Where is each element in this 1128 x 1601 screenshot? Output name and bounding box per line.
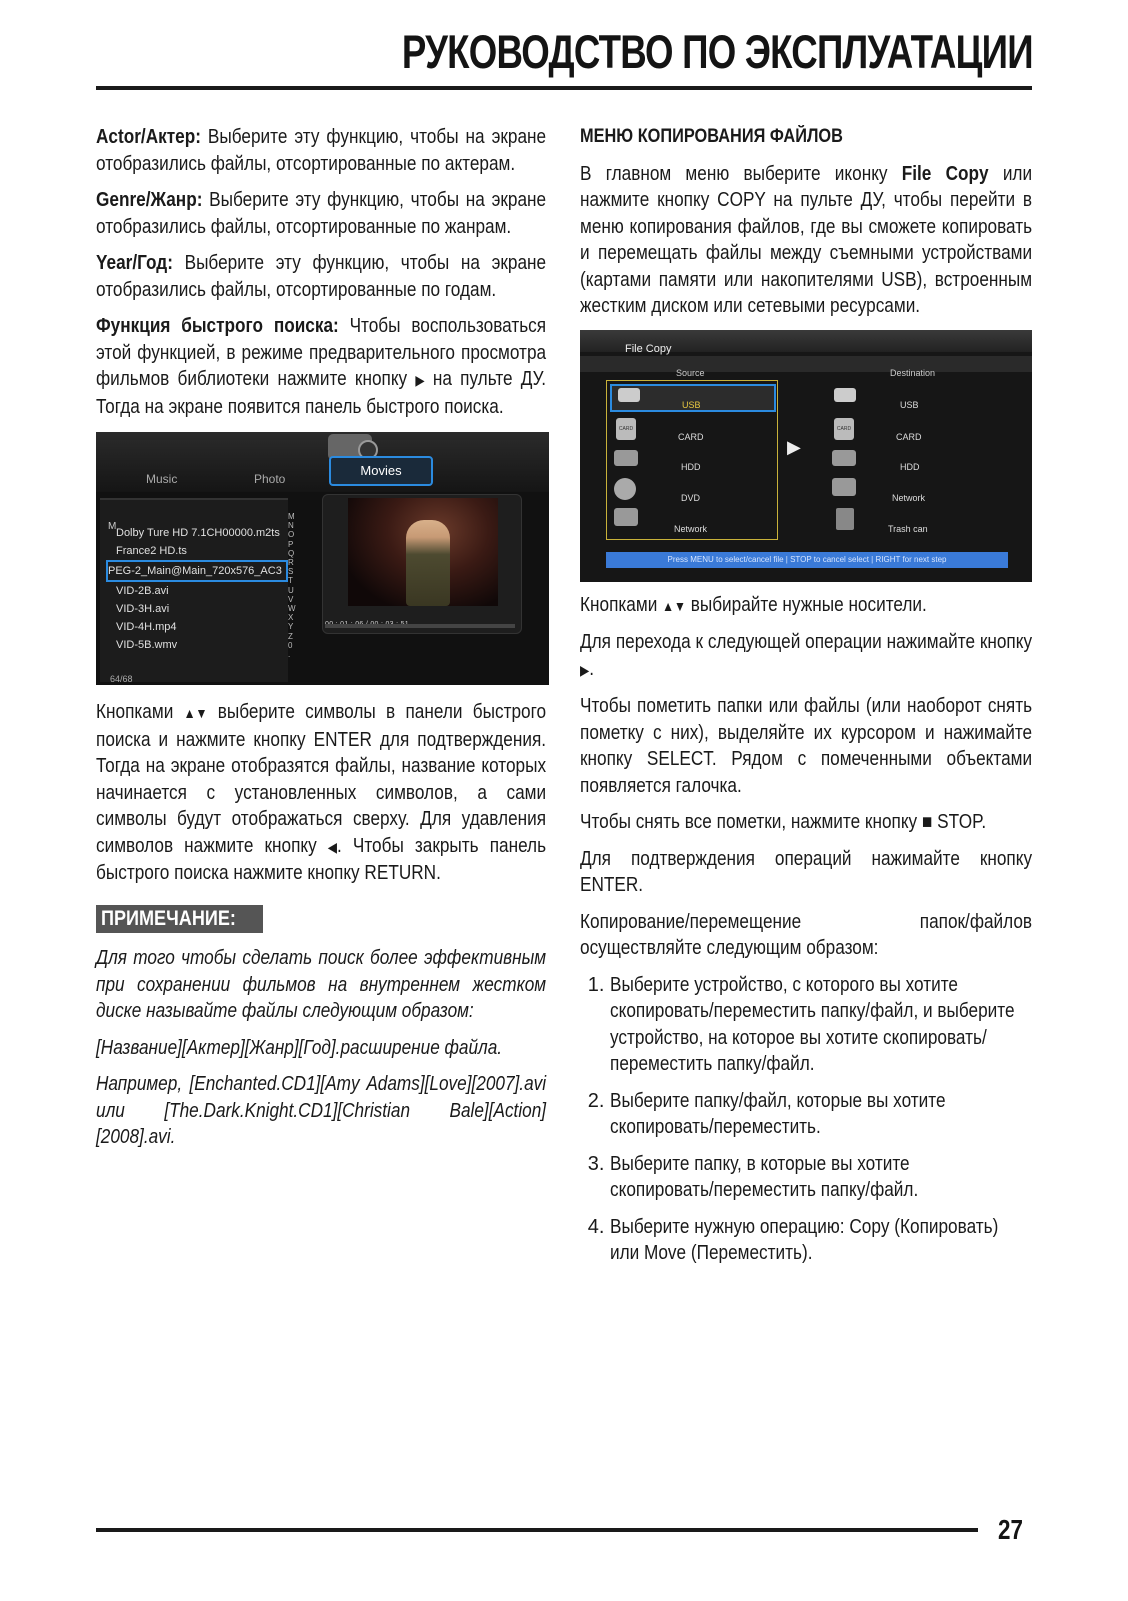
alphabet-letter: N (288, 521, 294, 531)
column-header-bar (580, 356, 1032, 372)
genre-term: Genre/Жанр: (96, 189, 203, 211)
buttons-text-a: Кнопками (96, 701, 184, 723)
note-paragraph-3: Например, [Enchanted.CD1][Amy Adams][Love][2007].avi или [The.Dark.Knight.CD1][Christian Bale][Action][2008].avi. (96, 1073, 547, 1148)
playback-progress (325, 624, 515, 628)
quick-search-text-a: Чтобы воспользоваться этой функцией, в режиме предварительного просмотра фильмов библиотеки нажмите кнопку (96, 315, 547, 390)
buttons-text-c: . Чтобы закрыть панель быстрого поиска нажмите кнопку RETURN. (96, 834, 547, 884)
alphabet-letter: Y (288, 622, 294, 632)
tab-movies: Movies (329, 456, 433, 486)
file-item: VID-4H.mp4 (116, 621, 177, 633)
file-item: VID-5B.wmv (116, 639, 178, 651)
unmark-paragraph (580, 809, 1032, 836)
alphabet-letter: 0 (288, 640, 293, 650)
intro-text-a: В главном меню выберите иконку (580, 162, 902, 185)
dest-usb-icon (834, 388, 856, 402)
file-item: France2 HD.ts (116, 545, 187, 557)
file-item: VID-3H.avi (116, 603, 170, 615)
source-header: Source (676, 367, 705, 378)
year-term: Year/Год: (96, 252, 173, 274)
dest-hdd-icon (832, 450, 856, 466)
quick-search-term: Функция быстрого поиска: (96, 315, 339, 337)
page-number: 27 (998, 1514, 1023, 1545)
right-column (580, 124, 1032, 1277)
dest-item-usb: USB (900, 399, 919, 410)
procedure-step: 1. Выберите устройство, с которого вы хотите скопировать/переместить папку/файл, и выберите устройство, на которое вы хотите скопировать/переместить папку/файл. (610, 972, 1032, 1078)
footer-rule (96, 1528, 978, 1532)
procedure-intro-paragraph: Копирование/перемещение папок/файлов осуществляйте следующим образом: (580, 910, 1033, 959)
note-label: ПРИМЕЧАНИЕ: (96, 905, 263, 934)
next-step-paragraph (580, 629, 1032, 683)
alphabet-letter: R (288, 558, 294, 568)
dest-item-hdd: HDD (900, 461, 920, 472)
procedure-steps (580, 972, 1032, 1267)
p4-text-a: Чтобы снять все пометки, нажмите кнопку (580, 811, 922, 833)
search-letter: M (108, 521, 117, 532)
actor-paragraph (96, 124, 546, 177)
dest-card-icon: CARD (834, 418, 854, 440)
dest-item-network: Network (892, 492, 926, 503)
alphabet-letter: W (288, 604, 296, 614)
card-icon: CARD (616, 418, 636, 440)
genre-paragraph (96, 187, 546, 240)
hdd-icon (614, 450, 638, 466)
stop-icon: ■ (921, 811, 933, 833)
confirm-paragraph: Для подтверждения операций нажимайте кнопку ENTER. (580, 847, 1033, 896)
singer-figure (406, 520, 450, 606)
next-arrow-icon: ▶ (787, 436, 801, 457)
file-count: 64/68 (110, 674, 133, 684)
source-item-usb: USB (682, 399, 701, 410)
source-item-network: Network (674, 523, 708, 534)
source-item-hdd: HDD (681, 461, 701, 472)
usb-icon (618, 388, 640, 402)
year-paragraph (96, 250, 546, 303)
tab-music: Music (146, 472, 178, 486)
procedure-step: 3. Выберите папку, в которые вы хотите скопировать/переместить папку/файл. (610, 1151, 1032, 1204)
alphabet-letter: V (288, 594, 294, 604)
alphabet-letter: U (288, 585, 294, 595)
right-arrow-icon: ▶ (580, 661, 590, 678)
quick-search-buttons-paragraph (96, 699, 546, 887)
file-item: Dolby Ture HD 7.1CH00000.m2ts (116, 527, 280, 539)
actor-text: Выберите эту функцию, чтобы на экране отобразились файлы, отсортированные по актерам. (96, 126, 547, 175)
title-rule (96, 86, 1032, 90)
alphabet-letter: Q (288, 548, 295, 558)
left-column (96, 124, 546, 1161)
help-bar: Press MENU to select/cancel file | STOP to cancel select | RIGHT for next step (606, 552, 1008, 568)
file-copy-screenshot (580, 330, 1032, 582)
alphabet-panel (288, 512, 296, 659)
file-item-selected: PEG-2_Main@Main_720x576_AC3 (106, 560, 288, 582)
intro-paragraph (580, 161, 1032, 320)
intro-bold: File Copy (901, 162, 989, 185)
quick-search-text-b: на пульте ДУ. Тогда на экране появится панель быстрого поиска. (96, 368, 547, 418)
dvd-icon (614, 478, 636, 500)
dest-item-card: CARD (896, 431, 922, 442)
actor-term: Actor/Актер: (96, 126, 201, 148)
source-item-card: CARD (678, 431, 704, 442)
section-title: МЕНЮ КОПИРОВАНИЯ ФАЙЛОВ (580, 126, 843, 147)
alphabet-letter: S (288, 567, 294, 577)
buttons-text-b: выберите символы в панели быстрого поиска и нажмите кнопку ENTER для подтверждения. Тогда на экране отобразятся файлы, название которых начинается с установленных символов, а сами символы будут отображаться сверху. Для удавления символов нажмите кнопку (96, 701, 547, 857)
file-item: VID-2B.avi (116, 585, 169, 597)
alphabet-letter: P (288, 539, 294, 549)
mark-files-paragraph: Чтобы пометить папки или файлы (или наоборот снять пометку с них), выделяйте их курсором и нажимайте кнопку SELECT. Рядом с помеченными объектами появляется галочка. (580, 695, 1033, 797)
right-arrow-icon: ▶ (415, 372, 425, 388)
alphabet-letter: O (288, 530, 295, 540)
destination-header: Destination (890, 367, 936, 378)
p2-text-a: Для перехода к следующей операции нажимайте кнопку (580, 631, 1033, 653)
alphabet-letter: . (288, 650, 291, 660)
procedure-step: 4. Выберите нужную операцию: Copy (Копировать) или Move (Переместить). (610, 1214, 1032, 1267)
note-paragraph-1: Для того чтобы сделать поиск более эффективным при сохранении фильмов на внутреннем жестком диске называйте файлы следующим образом: (96, 947, 547, 1022)
p1-text-a: Кнопками (580, 593, 663, 616)
genre-text: Выберите эту функцию, чтобы на экране отобразились файлы, отсортированные по жанрам. (96, 189, 547, 238)
alphabet-letter: X (288, 613, 294, 623)
source-item-dvd: DVD (681, 492, 701, 503)
media-library-screenshot (96, 432, 549, 685)
page-title: РУКОВОДСТВО ПО ЭКСПЛУАТАЦИИ (402, 25, 1033, 78)
dest-network-icon (832, 478, 856, 496)
p4-text-b: STOP. (932, 811, 987, 833)
quick-search-paragraph (96, 313, 546, 420)
p1-text-b: выбирайте нужные носители. (685, 593, 927, 616)
file-list (108, 524, 288, 654)
network-icon (614, 508, 638, 526)
p2-text-b: . (589, 657, 595, 680)
alphabet-letter: Z (288, 631, 293, 641)
trash-icon (836, 508, 854, 530)
intro-text-b: или нажмите кнопку COPY на пульте ДУ, чтобы перейти в меню копирования файлов, где вы сможете копировать и перемещать файлы между съемными устройствами (картами памяти или накопителями USB), встроенным жестким диском или сетевыми ресурсами. (580, 162, 1033, 317)
up-down-arrows-icon: ▲▼ (183, 705, 208, 721)
procedure-step: 2. Выберите папку/файл, которые вы хотите скопировать/переместить. (610, 1088, 1032, 1141)
alphabet-letter: T (288, 576, 293, 586)
year-text: Выберите эту функцию, чтобы на экране отобразились файлы, отсортированные по годам. (96, 252, 547, 301)
dest-item-trash: Trash can (888, 523, 928, 534)
select-media-paragraph (580, 592, 1032, 620)
alphabet-letter: M (288, 512, 295, 521)
file-copy-title: File Copy (625, 342, 672, 355)
tab-photo: Photo (254, 472, 286, 486)
up-down-arrows-icon: ▲▼ (662, 597, 686, 614)
note-paragraph-2: [Название][Актер][Жанр][Год].расширение файла. (96, 1036, 503, 1059)
left-arrow-icon: ◀ (327, 838, 338, 855)
